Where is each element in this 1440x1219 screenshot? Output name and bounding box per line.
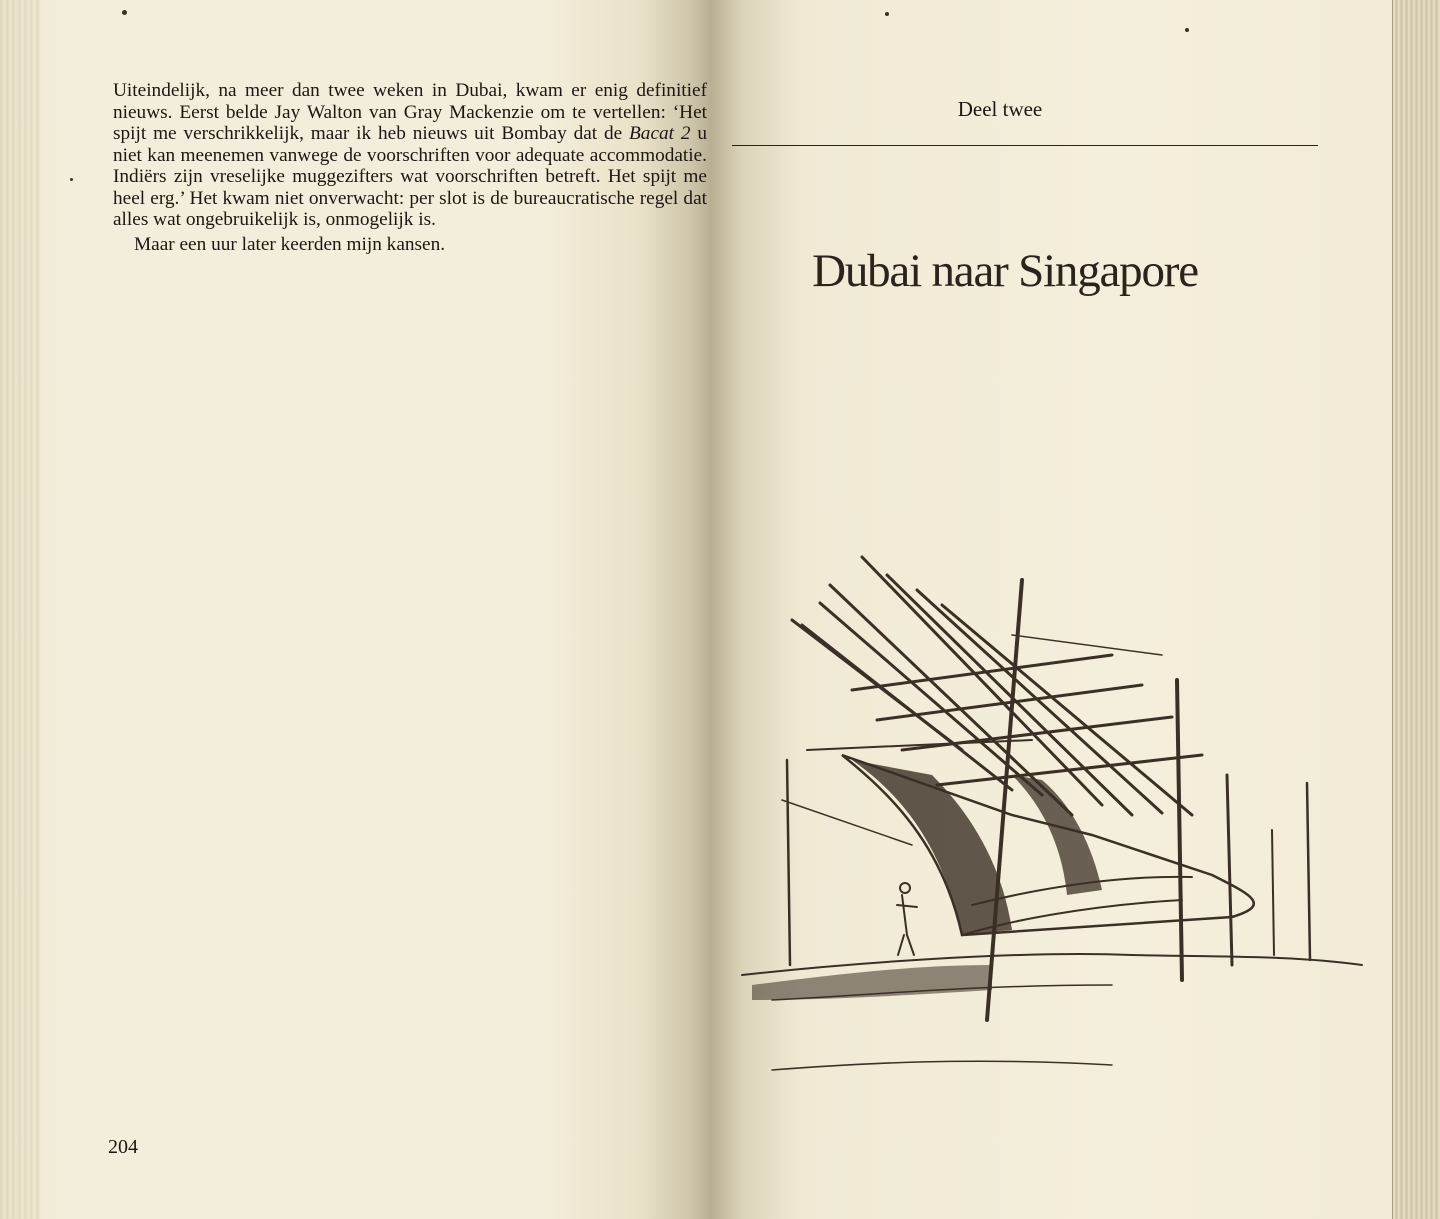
speck xyxy=(1185,28,1189,32)
speck xyxy=(70,178,73,181)
paragraph-1-end: u niet kan meenemen vanwege de voorschriften voor adequate accommodatie. Indiërs zijn vreselijke muggezifters wat voorschriften betreft. Het spijt me heel erg.’ Het kwam niet onverwacht: per slot is de bureaucratische regel dat alles wat ongebruikelijk is, onmogelijk is. xyxy=(113,123,707,230)
paragraph-1 xyxy=(113,80,707,231)
chapter-title: Dubai naar Singapore xyxy=(812,245,1198,297)
page-edge-left xyxy=(0,0,40,1219)
paragraph-1-start: Uiteindelijk, na meer dan twee weken in Dubai, kwam er enig definitief nieuws. Eerst belde Jay Walton van Gray Mackenzie om te vertellen: ‘Het spijt me verschrikkelijk, maar ik heb nieuws uit Bombay dat de xyxy=(113,80,707,144)
left-page xyxy=(0,0,712,1219)
ship-name: Bacat 2 xyxy=(629,123,691,144)
page-edges-right xyxy=(1392,0,1440,1219)
paragraph-2: Maar een uur later keerden mijn kansen. xyxy=(134,233,446,255)
page-number: 204 xyxy=(108,1136,138,1158)
speck xyxy=(122,10,127,15)
part-label: Deel twee xyxy=(957,97,1043,121)
body-text xyxy=(113,80,707,255)
ship-under-construction-sketch xyxy=(712,545,1372,1085)
speck xyxy=(885,12,889,16)
header-rule xyxy=(732,145,1318,146)
